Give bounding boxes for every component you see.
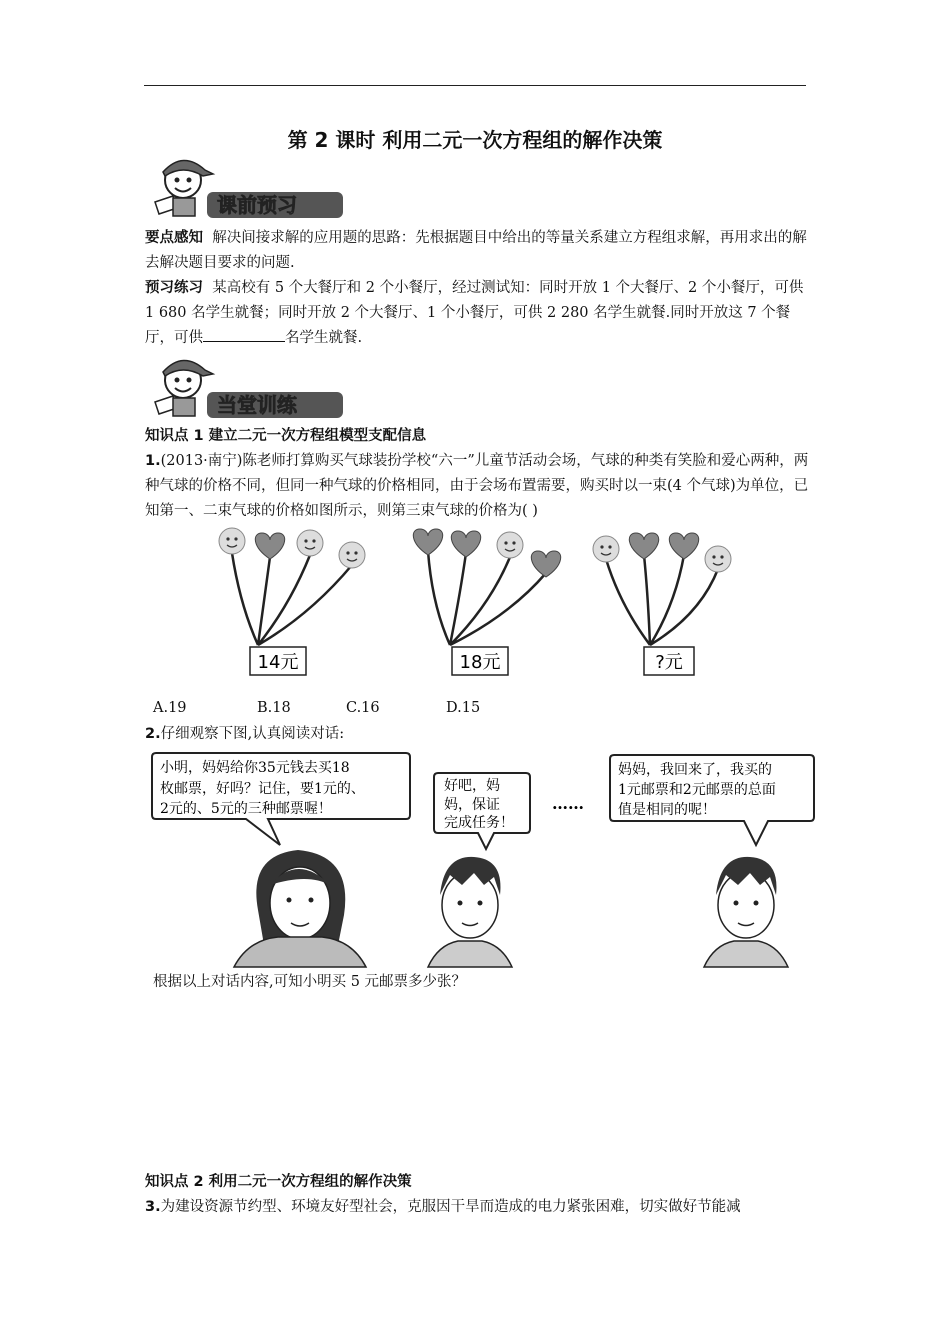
balloon-bundle-2 (413, 529, 560, 675)
xiaoming-illustration-1 (428, 857, 512, 967)
preview-banner (145, 150, 345, 220)
balloon-bundle-3 (593, 533, 731, 675)
question-2: 2.仔细观察下图,认真阅读对话: (145, 726, 345, 742)
svg-text:枚邮票，好吗？记住，要1元的、: 枚邮票，好吗？记住，要1元的、 (160, 781, 365, 797)
price-label-1: 14元 (257, 652, 299, 673)
balloon-bundles-figure (210, 525, 750, 685)
banner2-text: 当堂训练 (217, 393, 297, 417)
practice-banner (145, 350, 345, 420)
cartoon-boy-icon (145, 150, 345, 220)
xiaoming-illustration-2 (704, 857, 788, 967)
ellipsis-dots: …… (552, 794, 584, 813)
dialogue-figure (148, 745, 820, 970)
svg-text:完成任务！: 完成任务！ (444, 815, 514, 831)
option-c: C.16 (346, 700, 380, 716)
svg-text:值是相同的呢！: 值是相同的呢！ (618, 802, 716, 818)
mother-illustration (234, 850, 366, 967)
header-rule (144, 85, 806, 86)
knowledge-point-2: 知识点 2 利用二元一次方程组的解作决策 (145, 1174, 412, 1190)
banner1-text: 课前预习 (217, 193, 297, 217)
option-b: B.18 (257, 700, 291, 716)
svg-text:妈，保证: 妈，保证 (444, 797, 500, 813)
svg-text:小明，妈妈给你35元钱去买18: 小明，妈妈给你35元钱去买18 (160, 760, 350, 776)
price-label-2: 18元 (459, 652, 501, 673)
option-d: D.15 (446, 700, 481, 716)
svg-text:妈妈，我回来了，我买的: 妈妈，我回来了，我买的 (618, 762, 772, 778)
key-points: 要点感知 解决间接求解的应用题的思路：先根据题目中给出的等量关系建立方程组求解，再用求出的解去解决题目要求的问题. (145, 230, 807, 271)
question-3: 3.为建设资源节约型、环境友好型社会，克服因干旱而造成的电力紧张困难，切实做好节能减 (145, 1199, 741, 1215)
page-title: 第 2 课时 利用二元一次方程组的解作决策 (287, 128, 663, 152)
speech-bubble-mother (152, 753, 410, 845)
svg-text:1元邮票和2元邮票的总面: 1元邮票和2元邮票的总面 (618, 782, 776, 798)
price-label-3: ?元 (655, 652, 683, 673)
preview-exercise: 预习练习 某高校有 5 个大餐厅和 2 个小餐厅，经过测试知：同时开放 1 个大餐厅、2 个小餐厅，可供 1 680 名学生就餐；同时开放 2 个大餐厅、1 个小餐厅，可供 2 280 名学生就餐.同时开放这 7 个餐厅，可供 名学生就餐. (145, 280, 804, 346)
svg-text:2元的、5元的三种邮票喔！: 2元的、5元的三种邮票喔！ (160, 801, 332, 817)
option-a: A.19 (153, 700, 187, 716)
balloon-bundle-1 (219, 528, 365, 675)
svg-text:好吧，妈: 好吧，妈 (444, 778, 500, 794)
speech-bubble-boy-1 (434, 773, 530, 849)
question-2-prompt: 根据以上对话内容,可知小明买 5 元邮票多少张？ (153, 974, 467, 990)
cartoon-boy-icon (145, 350, 345, 420)
question-1: 1.(2013·南宁)陈老师打算购买气球装扮学校“六一”儿童节活动会场，气球的种类有笑脸和爱心两种，两种气球的价格不同，但同一种气球的价格相同，由于会场布置需要，购买时以一束(4 个气球)为单位，已知第一、二束气球的价格如图所示，则第三束气球的价格为( ) (145, 453, 809, 519)
answer-blank (203, 327, 285, 342)
speech-bubble-boy-2 (610, 755, 814, 845)
knowledge-point-1: 知识点 1 建立二元一次方程组模型支配信息 (145, 428, 427, 444)
